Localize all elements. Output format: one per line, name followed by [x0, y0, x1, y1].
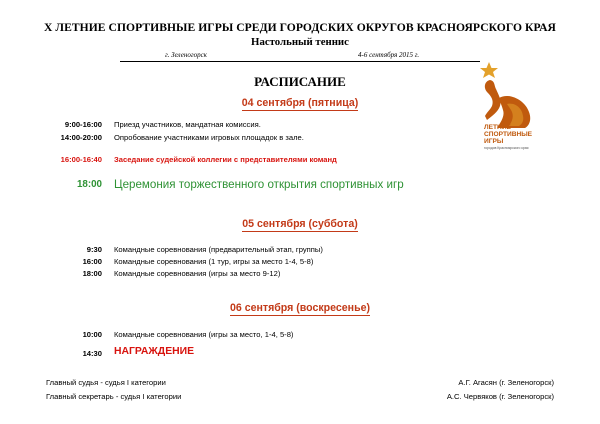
chief-secretary-name: А.С. Червяков (г. Зеленогорск) — [446, 392, 554, 401]
header-divider — [120, 61, 480, 62]
event-dates: 4-6 сентября 2015 г. — [358, 51, 420, 59]
event-time: 14:30 — [82, 349, 102, 358]
event-description: Командные соревнования (предварительный этап, группы) — [114, 245, 323, 254]
event-description: Церемония торжественного открытия спортивных игр — [114, 178, 404, 191]
event-description: Опробование участниками игровых площадок в зале. — [114, 133, 304, 142]
logo-text-line1: ЛЕТНИЕ — [484, 124, 511, 131]
chief-secretary-role: Главный секретарь - судья I категории — [46, 392, 182, 401]
document-title: X ЛЕТНИЕ СПОРТИВНЫЕ ИГРЫ СРЕДИ ГОРОДСКИХ ОКРУГОВ КРАСНОЯРСКОГО КРАЯ — [44, 21, 556, 34]
event-time: 10:00 — [82, 330, 102, 339]
event-description: Командные соревнования (игры за место 9-12) — [114, 269, 281, 278]
day-heading-3: 06 сентября (воскресенье) — [229, 302, 371, 314]
event-time: 9:30 — [86, 245, 102, 254]
event-time: 16:00 — [82, 257, 102, 266]
schedule-heading: РАСПИСАНИЕ — [254, 74, 346, 89]
event-time: 14:00-20:00 — [60, 133, 102, 142]
logo-text-line2: СПОРТИВНЫЕ — [484, 131, 533, 138]
sport-title: Настольный теннис — [251, 36, 349, 48]
event-description: Командные соревнования (1 тур, игры за место 1-4, 5-8) — [114, 257, 314, 266]
event-description: Командные соревнования (игры за место, 1-4, 5-8) — [114, 330, 294, 339]
event-description: Приезд участников, мандатная комиссия. — [114, 120, 261, 129]
event-time: 16:00-16:40 — [60, 155, 102, 164]
logo-subtitle: городов Красноярского края — [484, 146, 529, 150]
logo-text-line3: ИГРЫ — [484, 138, 504, 145]
award-ceremony: НАГРАЖДЕНИЕ — [114, 346, 195, 357]
event-place: г. Зеленогорск — [165, 51, 207, 59]
event-time: 18:00 — [82, 269, 102, 278]
event-description: Заседание судейской коллегии с представителями команд — [114, 155, 337, 164]
event-time: 9:00-16:00 — [64, 120, 102, 129]
day-heading-1: 04 сентября (пятница) — [241, 97, 359, 109]
chief-judge-role: Главный судья - судья I категории — [46, 378, 166, 387]
day-heading-2: 05 сентября (суббота) — [242, 218, 358, 230]
event-time: 18:00 — [76, 179, 102, 190]
chief-judge-name: А.Г. Агасян (г. Зеленогорск) — [458, 378, 554, 387]
